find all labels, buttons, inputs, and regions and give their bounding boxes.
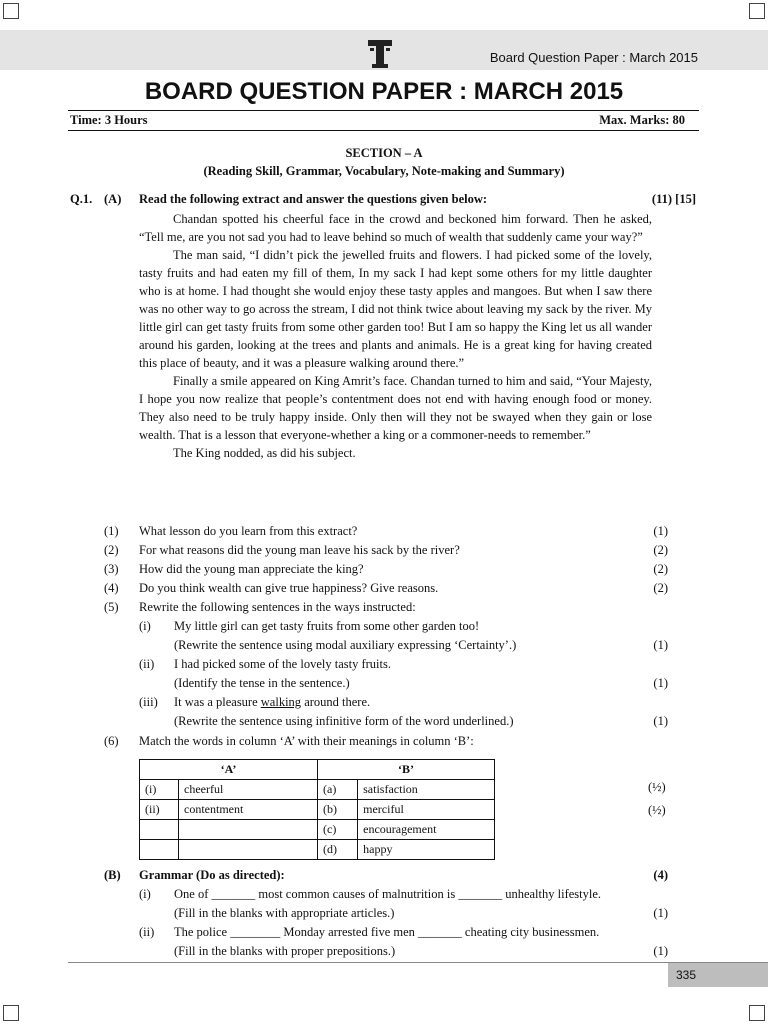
- question-text: Match the words in column ‘A’ with their meanings in column ‘B’:: [139, 734, 474, 748]
- a-word: [179, 820, 318, 840]
- title-rule-bottom: [68, 130, 699, 131]
- subquestion-marks: (1): [653, 638, 668, 652]
- subquestion-note: (Rewrite the sentence using modal auxiliary expressing ‘Certainty’.): [174, 638, 517, 652]
- col-b-header: ‘B’: [318, 760, 495, 780]
- b-word: happy: [358, 840, 495, 860]
- q1-marks: (11) [15]: [651, 192, 696, 206]
- question-text: What lesson do you learn from this extract?: [139, 524, 358, 538]
- extract-passage: [139, 210, 652, 462]
- grammar-item-marks: (1): [653, 944, 668, 958]
- time-label: Time: 3 Hours: [70, 113, 148, 127]
- partb-marks: (4): [653, 868, 668, 882]
- b-word: encouragement: [358, 820, 495, 840]
- question-text: Rewrite the following sentences in the ways instructed:: [139, 600, 416, 614]
- b-number: (d): [318, 840, 358, 860]
- subquestion-marks: (1): [653, 714, 668, 728]
- extract-paragraph: The King nodded, as did his subject.: [173, 446, 356, 460]
- b-word: merciful: [358, 800, 495, 820]
- grammar-item-text: The police ________ Monday arrested five men _______ cheating city businessmen.: [174, 925, 600, 939]
- question-text: Do you think wealth can give true happiness? Give reasons.: [139, 581, 439, 595]
- question-text: How did the young man appreciate the king?: [139, 562, 364, 576]
- subquestion-text-after: around there.: [301, 695, 371, 709]
- page-number: 335: [676, 968, 697, 982]
- a-word: cheerful: [179, 780, 318, 800]
- table-row: [140, 780, 495, 800]
- b-number: (b): [318, 800, 358, 820]
- subquestion-number: (ii): [139, 657, 155, 671]
- question-number: (5): [104, 600, 119, 614]
- question-number: (4): [104, 581, 119, 595]
- footer-rule: [68, 962, 768, 963]
- crop-mark-bottom-left: [3, 1005, 19, 1021]
- crop-mark-top-left: [3, 3, 19, 19]
- a-number: (i): [140, 780, 179, 800]
- underlined-word: walking: [260, 695, 302, 709]
- section-subheading: (Reading Skill, Grammar, Vocabulary, Note-making and Summary): [203, 164, 565, 178]
- subquestion-text: My little girl can get tasty fruits from some other garden too!: [174, 619, 480, 633]
- section-heading: SECTION – A: [345, 146, 423, 160]
- subquestion-note: (Identify the tense in the sentence.): [174, 676, 350, 690]
- q1-part: (A): [104, 192, 122, 206]
- question-text: For what reasons did the young man leave his sack by the river?: [139, 543, 460, 557]
- extract-paragraph: The man said, “I didn’t pick the jewelled fruits and flowers. I had picked some of the lovely, tasty fruits and had eaten my fill of them, In my sack I had kept some others for my little daughter who is at home. I had thought she would enjoy these tasty apples and mangoes. But when I saw there was no other way to go across the stream, I did not think twice about leaving my sack by the river. My little girl can get tasty fruits from some other garden too! But I am so happy the King let us all wander around his garden, looking at the trees and plants and animals. He is a great king for having created this place of beauty, and it was a pleasure walking around there.”: [139, 248, 652, 370]
- grammar-item-marks: (1): [653, 906, 668, 920]
- col-a-header: ‘A’: [140, 760, 318, 780]
- table-row: [140, 840, 495, 860]
- subquestion-text: [174, 695, 370, 710]
- table-header-row: [140, 760, 495, 780]
- page-number-box: [668, 963, 768, 987]
- question-marks: (2): [653, 543, 668, 557]
- subquestion-text: I had picked some of the lovely tasty fruits.: [174, 657, 391, 671]
- a-number: [140, 840, 179, 860]
- subquestion-number: (iii): [139, 695, 158, 709]
- match-table: [139, 759, 495, 860]
- partb-heading: Grammar (Do as directed):: [139, 868, 285, 882]
- question-number: (2): [104, 543, 119, 557]
- table-row: [140, 820, 495, 840]
- question-marks: (1): [653, 524, 668, 538]
- question-marks: (2): [653, 562, 668, 576]
- title-rule-top: [68, 110, 699, 111]
- subquestion-marks: (1): [653, 676, 668, 690]
- crop-mark-top-right: [749, 3, 765, 19]
- match-marks: (½): [648, 803, 666, 817]
- grammar-item-note: (Fill in the blanks with proper prepositions.): [174, 944, 396, 958]
- b-word: satisfaction: [358, 780, 495, 800]
- grammar-item-number: (i): [139, 887, 151, 901]
- a-number: [140, 820, 179, 840]
- grammar-item-number: (ii): [139, 925, 155, 939]
- target-publications-logo-icon: [366, 36, 394, 70]
- question-number: (6): [104, 734, 119, 748]
- table-row: [140, 800, 495, 820]
- subquestion-note: (Rewrite the sentence using infinitive form of the word underlined.): [174, 714, 514, 728]
- subquestion-number: (i): [139, 619, 151, 633]
- a-word: [179, 840, 318, 860]
- max-marks-label: Max. Marks: 80: [599, 113, 685, 127]
- extract-paragraph: Chandan spotted his cheerful face in the crowd and beckoned him forward. Then he asked, “Tell me, are you not sad you had to leave behind so much of wealth that suddenly came your way?”: [139, 212, 652, 244]
- grammar-item-text: One of _______ most common causes of malnutrition is _______ unhealthy lifestyle.: [174, 887, 602, 901]
- question-number: (3): [104, 562, 119, 576]
- running-title: Board Question Paper : March 2015: [489, 50, 698, 65]
- subquestion-text-before: It was a pleasure: [174, 695, 261, 709]
- a-number: (ii): [140, 800, 179, 820]
- q1-instruction: Read the following extract and answer the questions given below:: [139, 192, 488, 206]
- partb-label: (B): [104, 868, 121, 882]
- question-marks: (2): [653, 581, 668, 595]
- crop-mark-bottom-right: [749, 1005, 765, 1021]
- grammar-item-note: (Fill in the blanks with appropriate articles.): [174, 906, 395, 920]
- q1-number: Q.1.: [70, 192, 93, 206]
- question-number: (1): [104, 524, 119, 538]
- a-word: contentment: [179, 800, 318, 820]
- b-number: (a): [318, 780, 358, 800]
- extract-paragraph: Finally a smile appeared on King Amrit’s face. Chandan turned to him and said, “Your Majesty, I hope you now realize that people’s contentment does not end with having enough food or money. They also need to be truly happy inside. Only then will they not be swayed when they gain or lose wealth. That is a lesson that everyone-whether a king or a commoner-needs to remember.”: [139, 374, 652, 442]
- match-marks: (½): [648, 780, 666, 794]
- b-number: (c): [318, 820, 358, 840]
- page-title: BOARD QUESTION PAPER : MARCH 2015: [144, 78, 624, 105]
